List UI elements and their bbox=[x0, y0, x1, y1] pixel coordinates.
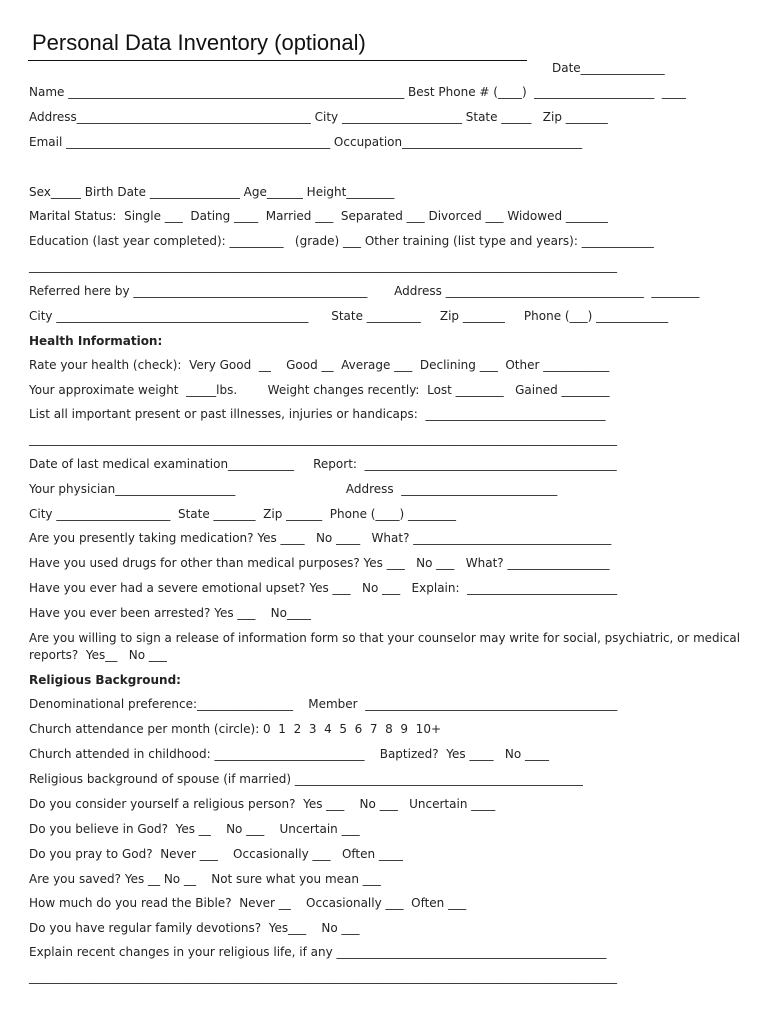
education-line[interactable]: Education (last year completed): _________ (grade) ___ Other training (list type and years): ____________ bbox=[29, 234, 654, 248]
childhood-church-line[interactable]: Church attended in childhood: _________________________ Baptized? Yes ____ No ____ bbox=[29, 747, 550, 761]
title-underline bbox=[28, 60, 527, 61]
email-occupation-line[interactable]: Email ____________________________________________ Occupation______________________________ bbox=[29, 135, 583, 149]
education-continuation-line[interactable]: __________________________________________________________________________________________________ bbox=[29, 259, 617, 273]
religious-changes-continuation-line[interactable]: __________________________________________________________________________________________________ bbox=[29, 970, 617, 984]
attendance-line[interactable]: Church attendance per month (circle): 0 1 2 3 4 5 6 7 8 9 10+ bbox=[29, 722, 442, 736]
illnesses-line[interactable]: List all important present or past illnesses, injuries or handicaps: ______________________________ bbox=[29, 407, 606, 421]
address-line[interactable]: Address_______________________________________ City ____________________ State _____ Zip _______ bbox=[29, 110, 608, 124]
marital-status-line[interactable]: Marital Status: Single ___ Dating ____ Married ___ Separated ___ Divorced ___ Widowed _______ bbox=[29, 209, 608, 223]
bible-line[interactable]: How much do you read the Bible? Never __ Occasionally ___ Often ___ bbox=[29, 896, 467, 910]
release-line-1: Are you willing to sign a release of information form so that your counselor may write for social, psychiatric, or medical bbox=[29, 631, 741, 645]
name-phone-line[interactable]: Name ________________________________________________________ Best Phone # (____) ____________________ ____ bbox=[29, 85, 686, 99]
date-field[interactable]: Date______________ bbox=[552, 61, 665, 75]
referred-line[interactable]: Referred here by _______________________________________ Address _________________________________ ________ bbox=[29, 284, 700, 298]
emotional-upset-line[interactable]: Have you ever had a severe emotional upset? Yes ___ No ___ Explain: _________________________ bbox=[29, 581, 618, 595]
health-rating-line[interactable]: Rate your health (check): Very Good __ Good __ Average ___ Declining ___ Other ___________ bbox=[29, 358, 610, 372]
spouse-religion-line[interactable]: Religious background of spouse (if married) ________________________________________________ bbox=[29, 772, 583, 786]
page-title: Personal Data Inventory (optional) bbox=[32, 30, 366, 55]
medication-line[interactable]: Are you presently taking medication? Yes ____ No ____ What? _________________________________ bbox=[29, 531, 612, 545]
sex-birthdate-line[interactable]: Sex_____ Birth Date _______________ Age______ Height________ bbox=[29, 185, 395, 199]
weight-line[interactable]: Your approximate weight _____lbs. Weight changes recently: Lost ________ Gained ________ bbox=[29, 383, 610, 397]
religious-heading: Religious Background: bbox=[29, 673, 181, 687]
religious-person-line[interactable]: Do you consider yourself a religious person? Yes ___ No ___ Uncertain ____ bbox=[29, 797, 496, 811]
drugs-line[interactable]: Have you used drugs for other than medical purposes? Yes ___ No ___ What? _________________ bbox=[29, 556, 610, 570]
release-line-2[interactable]: reports? Yes__ No ___ bbox=[29, 648, 167, 662]
believe-god-line[interactable]: Do you believe in God? Yes __ No ___ Uncertain ___ bbox=[29, 822, 360, 836]
illnesses-continuation-line[interactable]: __________________________________________________________________________________________________ bbox=[29, 432, 617, 446]
physician-line[interactable]: Your physician____________________ Address __________________________ bbox=[29, 482, 558, 496]
devotions-line[interactable]: Do you have regular family devotions? Yes___ No ___ bbox=[29, 921, 360, 935]
referrer-city-line[interactable]: City __________________________________________ State _________ Zip _______ Phone (___) ____________ bbox=[29, 309, 669, 323]
saved-line[interactable]: Are you saved? Yes __ No __ Not sure what you mean ___ bbox=[29, 872, 381, 886]
religious-changes-line[interactable]: Explain recent changes in your religious life, if any _____________________________________________ bbox=[29, 945, 607, 959]
medical-exam-line[interactable]: Date of last medical examination___________ Report: __________________________________________ bbox=[29, 457, 617, 471]
health-heading: Health Information: bbox=[29, 334, 163, 348]
arrested-line[interactable]: Have you ever been arrested? Yes ___ No____ bbox=[29, 606, 311, 620]
pray-line[interactable]: Do you pray to God? Never ___ Occasionally ___ Often ____ bbox=[29, 847, 403, 861]
denomination-line[interactable]: Denominational preference:________________ Member __________________________________________ bbox=[29, 697, 618, 711]
physician-city-line[interactable]: City ___________________ State _______ Zip ______ Phone (____) ________ bbox=[29, 507, 456, 521]
